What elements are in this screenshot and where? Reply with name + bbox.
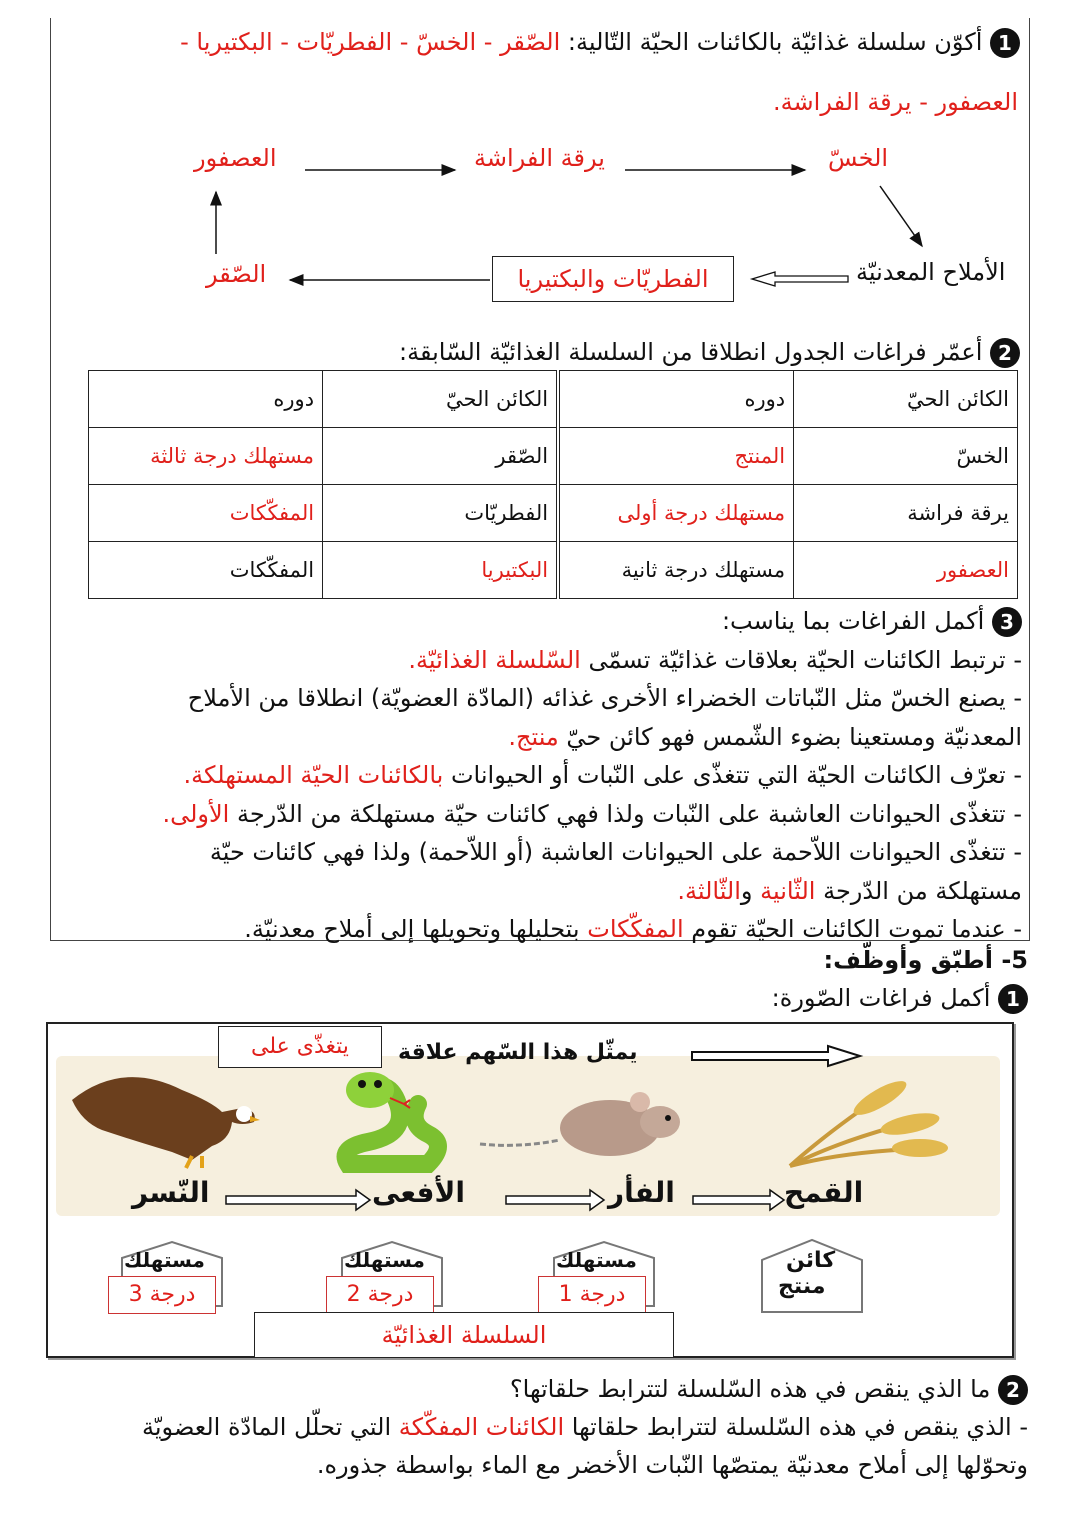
answer-line-2: وتحوّلها إلى أملاح معدنيّة يمتصّها النّبات الأخضر مع الماء بواسطة جذوره. xyxy=(316,1451,1028,1479)
consumer-label-3: مستهلك xyxy=(124,1248,205,1272)
number-badge: 2 xyxy=(990,338,1020,368)
label-snake: الأفعى xyxy=(372,1176,465,1209)
fill-line-6: - تتغذّى الحيوانات اللاّحمة على الحيوانات العاشبة (أو اللاّحمة) ولذا فهي كائنات حيّة xyxy=(209,838,1022,866)
snake-icon xyxy=(318,1064,458,1174)
table-cell: الخسّ xyxy=(794,428,1018,485)
fill-line-8: - عندما تموت الكائنات الحيّة تقوم المفكّكات بتحليلها وتحويلها إلى أملاح معدنيّة. xyxy=(244,915,1022,943)
organisms-list-1: الصّقر - الخسّ - الفطريّات - البكتيريا - xyxy=(180,28,561,56)
mouse-icon xyxy=(470,1082,700,1162)
table-cell: مستهلك درجة أولى xyxy=(558,485,794,542)
relation-answer: يتغذّى على xyxy=(218,1026,382,1068)
table-cell: مستهلك درجة ثانية xyxy=(558,542,794,599)
degree-2-answer: درجة 2 xyxy=(326,1276,434,1314)
arrow-minerals-decomposers xyxy=(752,272,848,286)
chain-arrows-picture xyxy=(0,1186,1080,1216)
chain-minerals: الأملاح المعدنيّة xyxy=(856,258,1006,286)
table-row xyxy=(89,485,1018,542)
table-header: الكائن الحيّ xyxy=(323,371,559,428)
s5-item2-question: ما الذي ينقص في هذه السّلسلة لتترابط حلقاتها؟ xyxy=(509,1375,991,1403)
chain-decomposers: الفطريّات والبكتيريا xyxy=(492,256,734,302)
chain-arrows xyxy=(0,0,1080,330)
number-badge: 1 xyxy=(998,984,1028,1014)
roles-table xyxy=(88,370,1018,599)
fill-line-1: - ترتبط الكائنات الحيّة بعلاقات غذائيّة تسمّى السّلسلة الغذائيّة. xyxy=(408,645,1022,674)
s5-item1-prompt-line xyxy=(428,984,1028,1014)
chain-lettuce: الخسّ xyxy=(828,144,889,172)
fill-line-2: - يصنع الخسّ مثل النّباتات الخضراء الأخرى غذائه (المادّة العضويّة) انطلاقا من الأملاح xyxy=(187,684,1022,712)
degree-3-answer: درجة 3 xyxy=(108,1276,216,1314)
consumer-label-1: مستهلك xyxy=(556,1248,637,1272)
table-cell: المنتج xyxy=(558,428,794,485)
table-cell: المفكّكات xyxy=(89,485,323,542)
fill-line-7: مستهلكة من الدّرجة الثّانية والثّالثة. xyxy=(677,876,1022,905)
relation-arrow xyxy=(688,1044,868,1068)
fill-line-5: - تتغذّى الحيوانات العاشبة على النّبات ولذا فهي كائنات حيّة مستهلكة من الدّرجة الأولى. xyxy=(162,799,1022,828)
chain-sparrow: العصفور xyxy=(194,144,277,172)
degree-1-answer: درجة 1 xyxy=(538,1276,646,1314)
s5-item2-block xyxy=(38,1370,1028,1484)
item3-prompt: أكمل الفراغات بما يناسب: xyxy=(721,607,985,635)
table-header-row xyxy=(89,371,1018,428)
item1-prompt: أكوّن سلسلة غذائيّة بالكائنات الحيّة التّالية: xyxy=(567,28,983,56)
table-cell: يرقة فراشة xyxy=(794,485,1018,542)
table-header: دوره xyxy=(89,371,323,428)
table-cell: الصّقر xyxy=(323,428,559,485)
organisms-list-2: العصفور - يرقة الفراشة. xyxy=(773,88,1018,116)
arrow-lettuce-minerals xyxy=(880,186,922,246)
number-badge: 3 xyxy=(992,607,1022,637)
table-cell: البكتيريا xyxy=(323,542,559,599)
number-badge: 2 xyxy=(998,1375,1028,1405)
eagle-icon xyxy=(62,1060,262,1170)
s5-item2-question-line xyxy=(38,1370,1028,1408)
table-cell: المفكّكات xyxy=(89,542,323,599)
consumer-label-2: مستهلك xyxy=(344,1248,425,1272)
label-wheat: القمح xyxy=(784,1176,864,1209)
table-cell: الفطريّات xyxy=(323,485,559,542)
producer-label-2: منتج xyxy=(778,1274,826,1299)
label-eagle: النّسر xyxy=(132,1176,210,1209)
section5-heading: 5- أطبّق وأوظّف: xyxy=(823,946,1028,974)
item3-block xyxy=(52,602,1022,949)
s5-item1-prompt: أكمل فراغات الصّورة: xyxy=(771,984,991,1012)
fill-line-3: المعدنيّة ومستعينا بضوء الشّمس فهو كائن حيّ منتج. xyxy=(508,722,1022,751)
table-header: دوره xyxy=(558,371,794,428)
item3-prompt-line xyxy=(52,602,1022,641)
wheat-icon xyxy=(770,1070,950,1170)
table-header: الكائن الحيّ xyxy=(794,371,1018,428)
table-cell: العصفور xyxy=(794,542,1018,599)
fill-line-4: - تعرّف الكائنات الحيّة التي تتغذّى على النّبات أو الحيوانات بالكائنات الحيّة المستهلكة. xyxy=(183,761,1022,789)
chain-falcon: الصّقر xyxy=(206,260,267,288)
arrow-caption: يمثّل هذا السّهم علاقة xyxy=(398,1040,638,1065)
label-mouse: الفأر xyxy=(608,1176,675,1209)
answer-line-1: - الذي ينقص في هذه السّلسلة لتترابط حلقاتها الكائنات المفكّكة التي تحلّل المادّة العضويّة xyxy=(142,1413,1028,1441)
table-cell: مستهلك درجة ثالثة xyxy=(89,428,323,485)
number-badge: 1 xyxy=(990,28,1020,58)
chain-name-answer: السلسلة الغذائيّة xyxy=(254,1312,674,1358)
table-row xyxy=(89,542,1018,599)
producer-label-1: كائن xyxy=(786,1248,836,1273)
chain-caterpillar: يرقة الفراشة xyxy=(474,144,605,172)
item2-prompt: أعمّر فراغات الجدول انطلاقا من السلسلة الغذائيّة السّابقة: xyxy=(399,338,983,366)
table-row xyxy=(89,428,1018,485)
item2-prompt-line xyxy=(60,338,1020,368)
